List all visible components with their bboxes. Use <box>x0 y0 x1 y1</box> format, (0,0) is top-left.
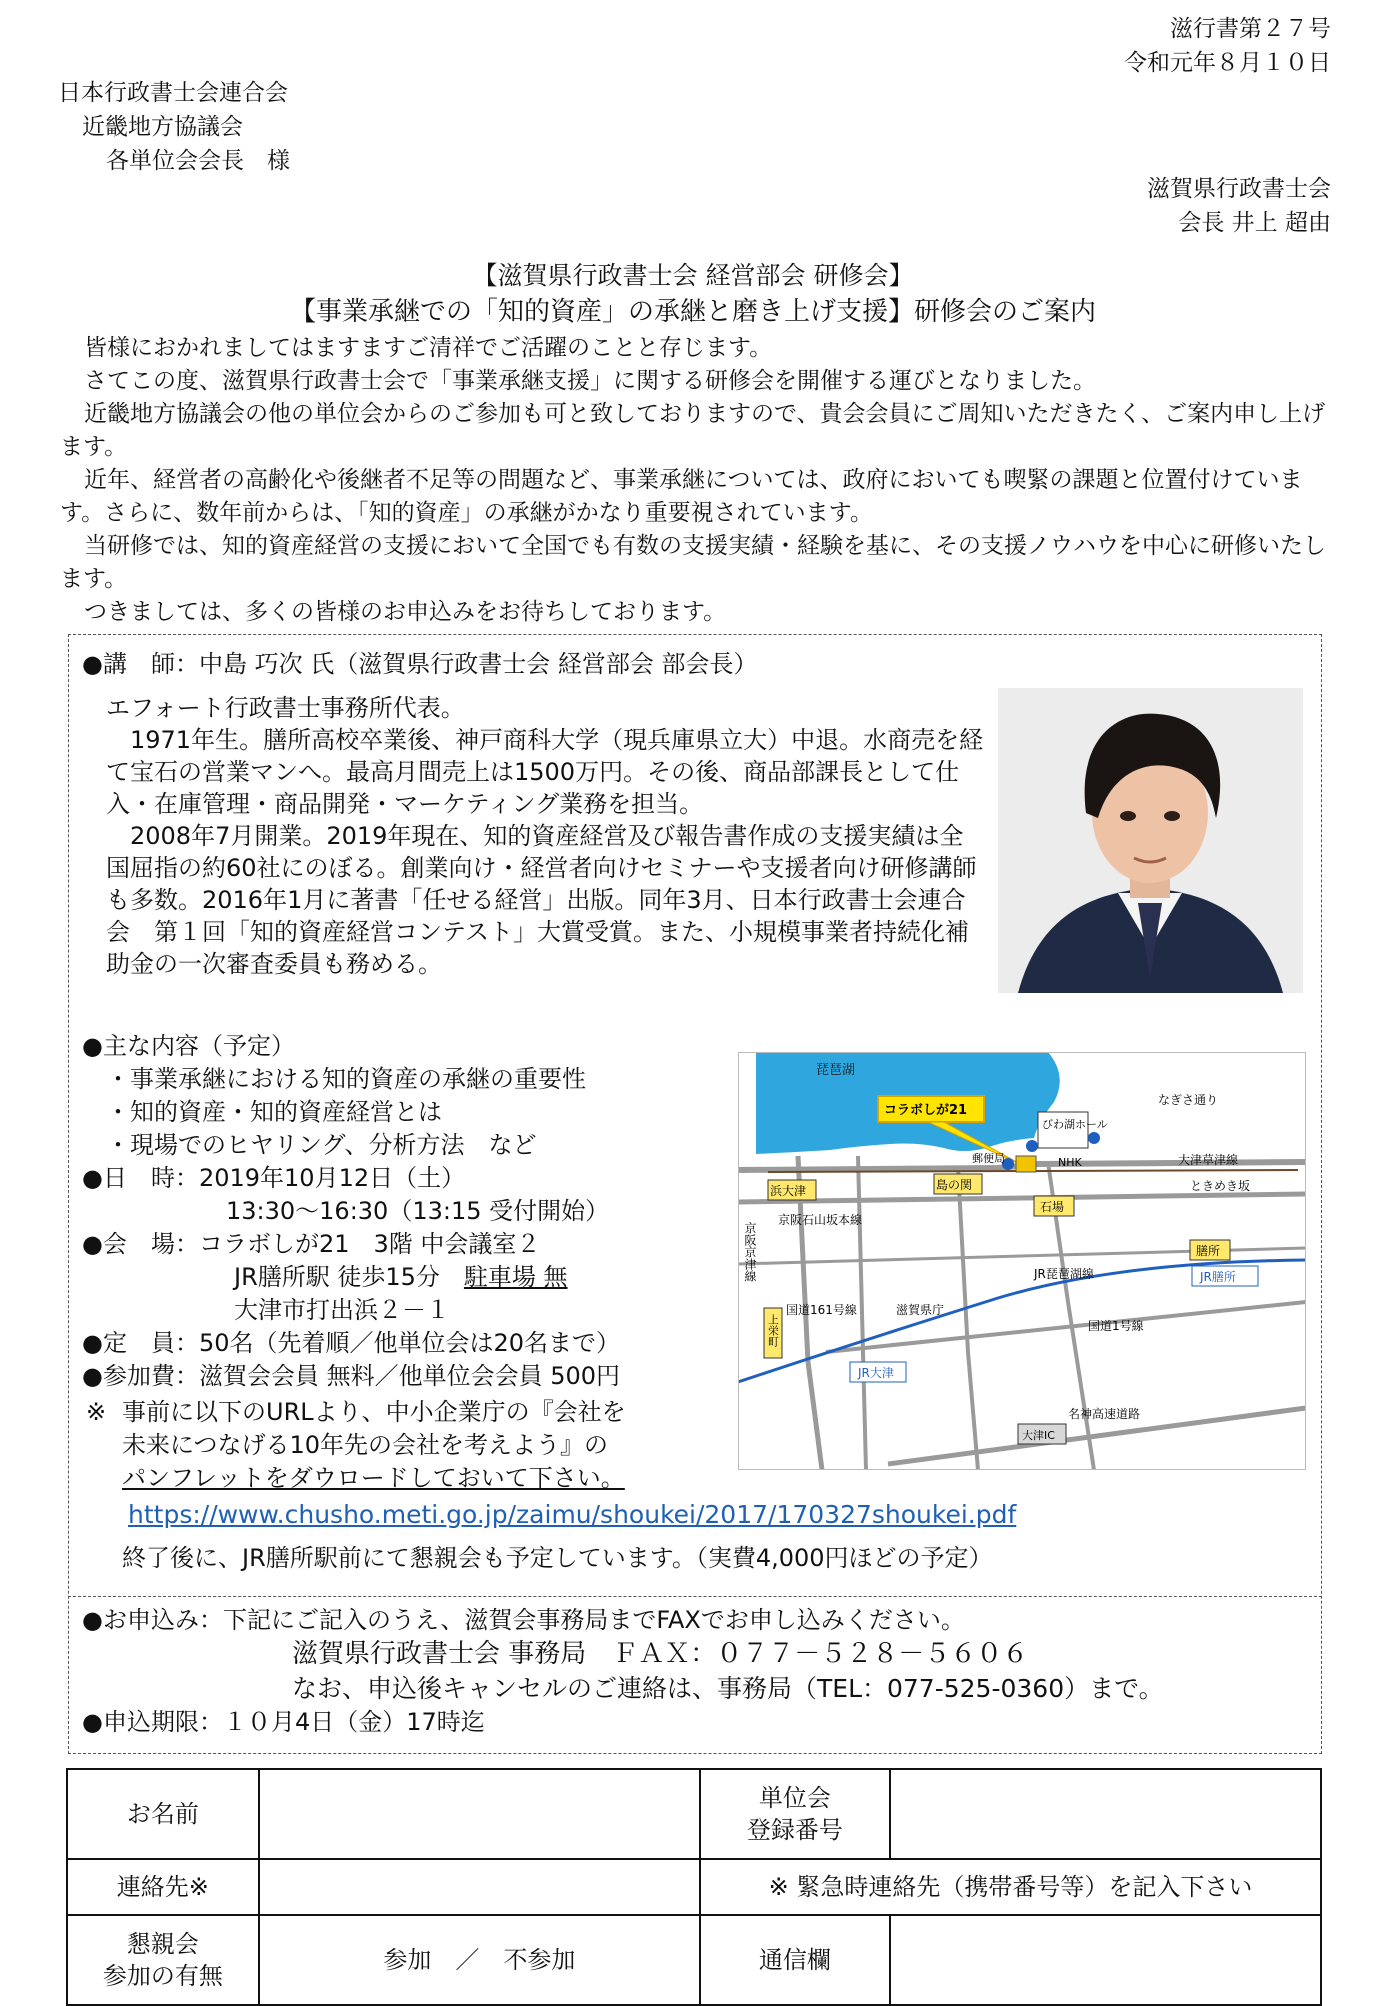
map-label-zeze: 膳所 <box>1196 1244 1221 1258</box>
map-label-route161: 国道161号線 <box>786 1303 857 1317</box>
map-label-otsu-ic: 大津IC <box>1022 1429 1055 1442</box>
deadline-label: ●申込期限： <box>82 1708 223 1736</box>
form-party-label-line: 参加の有無 <box>102 1962 223 1990</box>
map-label-nagisa: なぎさ通り <box>1158 1093 1219 1107</box>
form-row-party <box>67 1915 1321 2005</box>
sender-name: 会長 井上 超由 <box>1178 210 1331 236</box>
pamphlet-url-row <box>128 1498 1016 1531</box>
map-label-jr-zeze: JR膳所 <box>1200 1270 1236 1284</box>
sender-org: 滋賀県行政書士会 <box>1147 176 1331 202</box>
intro-paragraph: 当研修では、知的資産経営の支援において全国でも有数の支援実績・経験を基に、その支援ノウハウを中心に研修いたします。 <box>60 533 1326 592</box>
map-label-route1: 国道1号線 <box>1088 1319 1144 1333</box>
intro-paragraph: つきましては、多くの皆様のお申込みをお待ちしております。 <box>84 599 727 625</box>
pamphlet-url-link[interactable]: https://www.chusho.meti.go.jp/zaimu/shoukei/2017/170327shoukei.pdf <box>128 1500 1017 1529</box>
note-line: 事前に以下のURLより、中小企業庁の『会社を <box>122 1398 626 1426</box>
lecturer-label: ●講 師： <box>82 650 199 678</box>
map-label-lake: 琵琶湖 <box>816 1063 856 1078</box>
doc-number: 滋行書第２７号 <box>1170 16 1331 42</box>
map-label-callout: コラボしが21 <box>884 1103 968 1118</box>
form-unit-label-line: 単位会 <box>758 1784 831 1812</box>
form-party-label <box>67 1915 259 2005</box>
fee-line <box>82 1360 620 1393</box>
party-note: 終了後に、JR膳所駅前にて懇親会も予定しています。（実費4,000円ほどの予定） <box>122 1544 993 1572</box>
form-party-label-line: 懇親会 <box>126 1930 199 1958</box>
recipient-line: 日本行政書士会連合会 <box>58 80 288 106</box>
map-svg <box>738 1052 1306 1470</box>
note-line: パンフレットをダウロードしておいて下さい。 <box>122 1464 625 1492</box>
contents-item: ・事業承継における知的資産の承継の重要性 <box>106 1065 586 1093</box>
form-memo-label: 通信欄 <box>700 1915 890 2005</box>
application-text: 下記にご記入のうえ、滋賀会事務局までFAXでお申し込みください。 <box>222 1606 965 1634</box>
map-label-hamaotsu: 浜大津 <box>770 1184 807 1198</box>
bio-paragraph: 2008年7月開業。2019年現在、知的資産経営及び報告書作成の支援実績は全国屈指の約60社にのぼる。創業向け・経営者向けセミナーや支援者向け研修講師も多数。2016年1月に著書「任せる経営」出版。同年3月、日本行政書士会連合会 第１回「知的資産経営コンテスト」大賞受賞。また、小規模事業者持続化補助金の一次審査委員も務める。 <box>106 822 977 978</box>
map-label-keihan-vertical: 京阪京津線 <box>743 1222 757 1282</box>
box-divider <box>68 1596 1322 1597</box>
intro-text <box>60 332 1335 629</box>
application-label: ●お申込み： <box>82 1606 223 1634</box>
form-unit-field[interactable] <box>890 1769 1321 1859</box>
contents-item: ・現場でのヒヤリング、分析方法 など <box>106 1131 537 1159</box>
lecturer-photo <box>998 688 1303 993</box>
form-memo-field[interactable] <box>890 1915 1321 2005</box>
bio-paragraph: エフォート行政書士事務所代表。 <box>106 694 465 722</box>
form-contact-label: 連絡先※ <box>67 1859 259 1915</box>
map-label-nhk: NHK <box>1058 1156 1082 1169</box>
map-label-kamisakaemachi: 上栄町 <box>766 1314 780 1347</box>
capacity-line <box>82 1327 620 1360</box>
title-block <box>0 258 1386 330</box>
form-unit-label <box>700 1769 890 1859</box>
event-date: 2019年10月12日（土） <box>198 1164 466 1192</box>
lecturer-bio <box>106 692 986 980</box>
note-line: 未来につなげる10年先の会社を考えよう』の <box>122 1431 609 1459</box>
form-contact-note: ※ 緊急時連絡先（携帯番号等）を記入下さい <box>700 1859 1321 1915</box>
map-label-keihan-ishiyama: 京阪石山坂本線 <box>778 1213 863 1227</box>
recipient-line: 各単位会会長 様 <box>106 148 290 174</box>
venue-name: コラボしが21 3階 中会議室２ <box>198 1230 541 1258</box>
capacity-label: ●定 員： <box>82 1329 199 1357</box>
doc-date: 令和元年８月１０日 <box>1124 50 1331 76</box>
map-label-tokimeki: ときめき坂 <box>1190 1179 1251 1193</box>
intro-paragraph: さてこの度、滋賀県行政書士会で「事業承継支援」に関する研修会を開催する運びとなりました。 <box>84 368 1096 394</box>
map-label-jr-biwako: JR琵琶湖線 <box>1034 1267 1094 1281</box>
map-label-jr-otsu: JR大津 <box>858 1366 894 1380</box>
venue-map <box>738 1052 1306 1470</box>
title-line1: 【滋賀県行政書士会 経営部会 研修会】 <box>472 261 914 290</box>
form-contact-field[interactable] <box>259 1859 700 1915</box>
map-label-meishin: 名神高速道路 <box>1068 1407 1141 1421</box>
map-label-shimanoseki: 島の関 <box>936 1178 973 1192</box>
application-form <box>66 1768 1322 2006</box>
lecturer-line <box>82 648 757 681</box>
form-party-options[interactable]: 参加 ／ 不参加 <box>259 1915 700 2005</box>
map-label-hall: びわ湖ホール <box>1042 1118 1108 1131</box>
contents-label: ●主な内容（予定） <box>82 1032 295 1060</box>
datetime-label: ●日 時： <box>82 1164 199 1192</box>
form-row-contact <box>67 1859 1321 1915</box>
deadline-line <box>82 1706 485 1739</box>
recipient-line: 近畿地方協議会 <box>82 114 243 140</box>
fee-value: 滋賀会会員 無料／他単位会会員 500円 <box>198 1362 621 1390</box>
venue-access: JR膳所駅 徒歩15分 <box>234 1263 440 1291</box>
recipient-block <box>58 76 290 178</box>
title-line2: 【事業承継での「知的資産」の承継と磨き上げ支援】研修会のご案内 <box>289 297 1096 327</box>
doc-header-right <box>1124 12 1331 80</box>
note-mark: ※ <box>86 1398 107 1426</box>
application-cancel: なお、申込後キャンセルのご連絡は、事務局（TEL：077-525-0360）まで。 <box>292 1674 1164 1703</box>
fee-label: ●参加費： <box>82 1362 199 1390</box>
map-label-kusatsu: 大津草津線 <box>1178 1153 1239 1167</box>
form-unit-label-line: 登録番号 <box>746 1816 843 1844</box>
capacity-value: 50名（先着順／他単位会は20名まで） <box>198 1329 621 1357</box>
form-name-field[interactable] <box>259 1769 700 1859</box>
contents-item: ・知的資産・知的資産経営とは <box>106 1098 442 1126</box>
map-label-post: 郵便局 <box>972 1152 1005 1165</box>
venue-line <box>82 1228 540 1261</box>
deadline-value: １０月4日（金）17時迄 <box>222 1708 485 1736</box>
venue-parking: 駐車場 無 <box>463 1263 568 1291</box>
lecturer-name: 中島 巧次 氏（滋賀県行政書士会 経営部会 部会長） <box>198 650 758 678</box>
venue-address: 大津市打出浜２－１ <box>234 1296 450 1324</box>
intro-paragraph: 皆様におかれましてはますますご清祥でご活躍のことと存じます。 <box>84 335 773 361</box>
map-label-ishiba: 石場 <box>1040 1200 1065 1214</box>
datetime-line <box>82 1162 465 1195</box>
map-label-pref-office: 滋賀県庁 <box>896 1303 945 1317</box>
application-line <box>82 1604 965 1637</box>
portrait-illustration <box>998 688 1303 993</box>
application-fax: 滋賀県行政書士会 事務局 ＦＡＸ：０７７－５２８－５６０６ <box>292 1639 1029 1669</box>
sender-block <box>1147 172 1331 240</box>
event-time: 13:30～16:30（13:15 受付開始） <box>226 1197 610 1225</box>
intro-paragraph: 近畿地方協議会の他の単位会からのご参加も可と致しておりますので、貴会会員にご周知いただきたく、ご案内申し上げます。 <box>60 401 1326 460</box>
venue-access-line <box>234 1261 568 1294</box>
venue-label: ●会 場： <box>82 1230 199 1258</box>
bio-paragraph: 1971年生。膳所高校卒業後、神戸商科大学（現兵庫県立大）中退。水商売を経て宝石の営業マンへ。最高月間売上は1500万円。その後、商品部課長として仕入・在庫管理・商品開発・マーケティング業務を担当。 <box>106 726 984 818</box>
intro-paragraph: 近年、経営者の高齢化や後継者不足等の問題など、事業承継については、政府においても喫緊の課題と位置付けています。さらに、数年前からは、「知的資産」の承継がかなり重要視されています。 <box>60 467 1303 526</box>
form-name-label: お名前 <box>67 1769 259 1859</box>
form-row-name <box>67 1769 1321 1859</box>
